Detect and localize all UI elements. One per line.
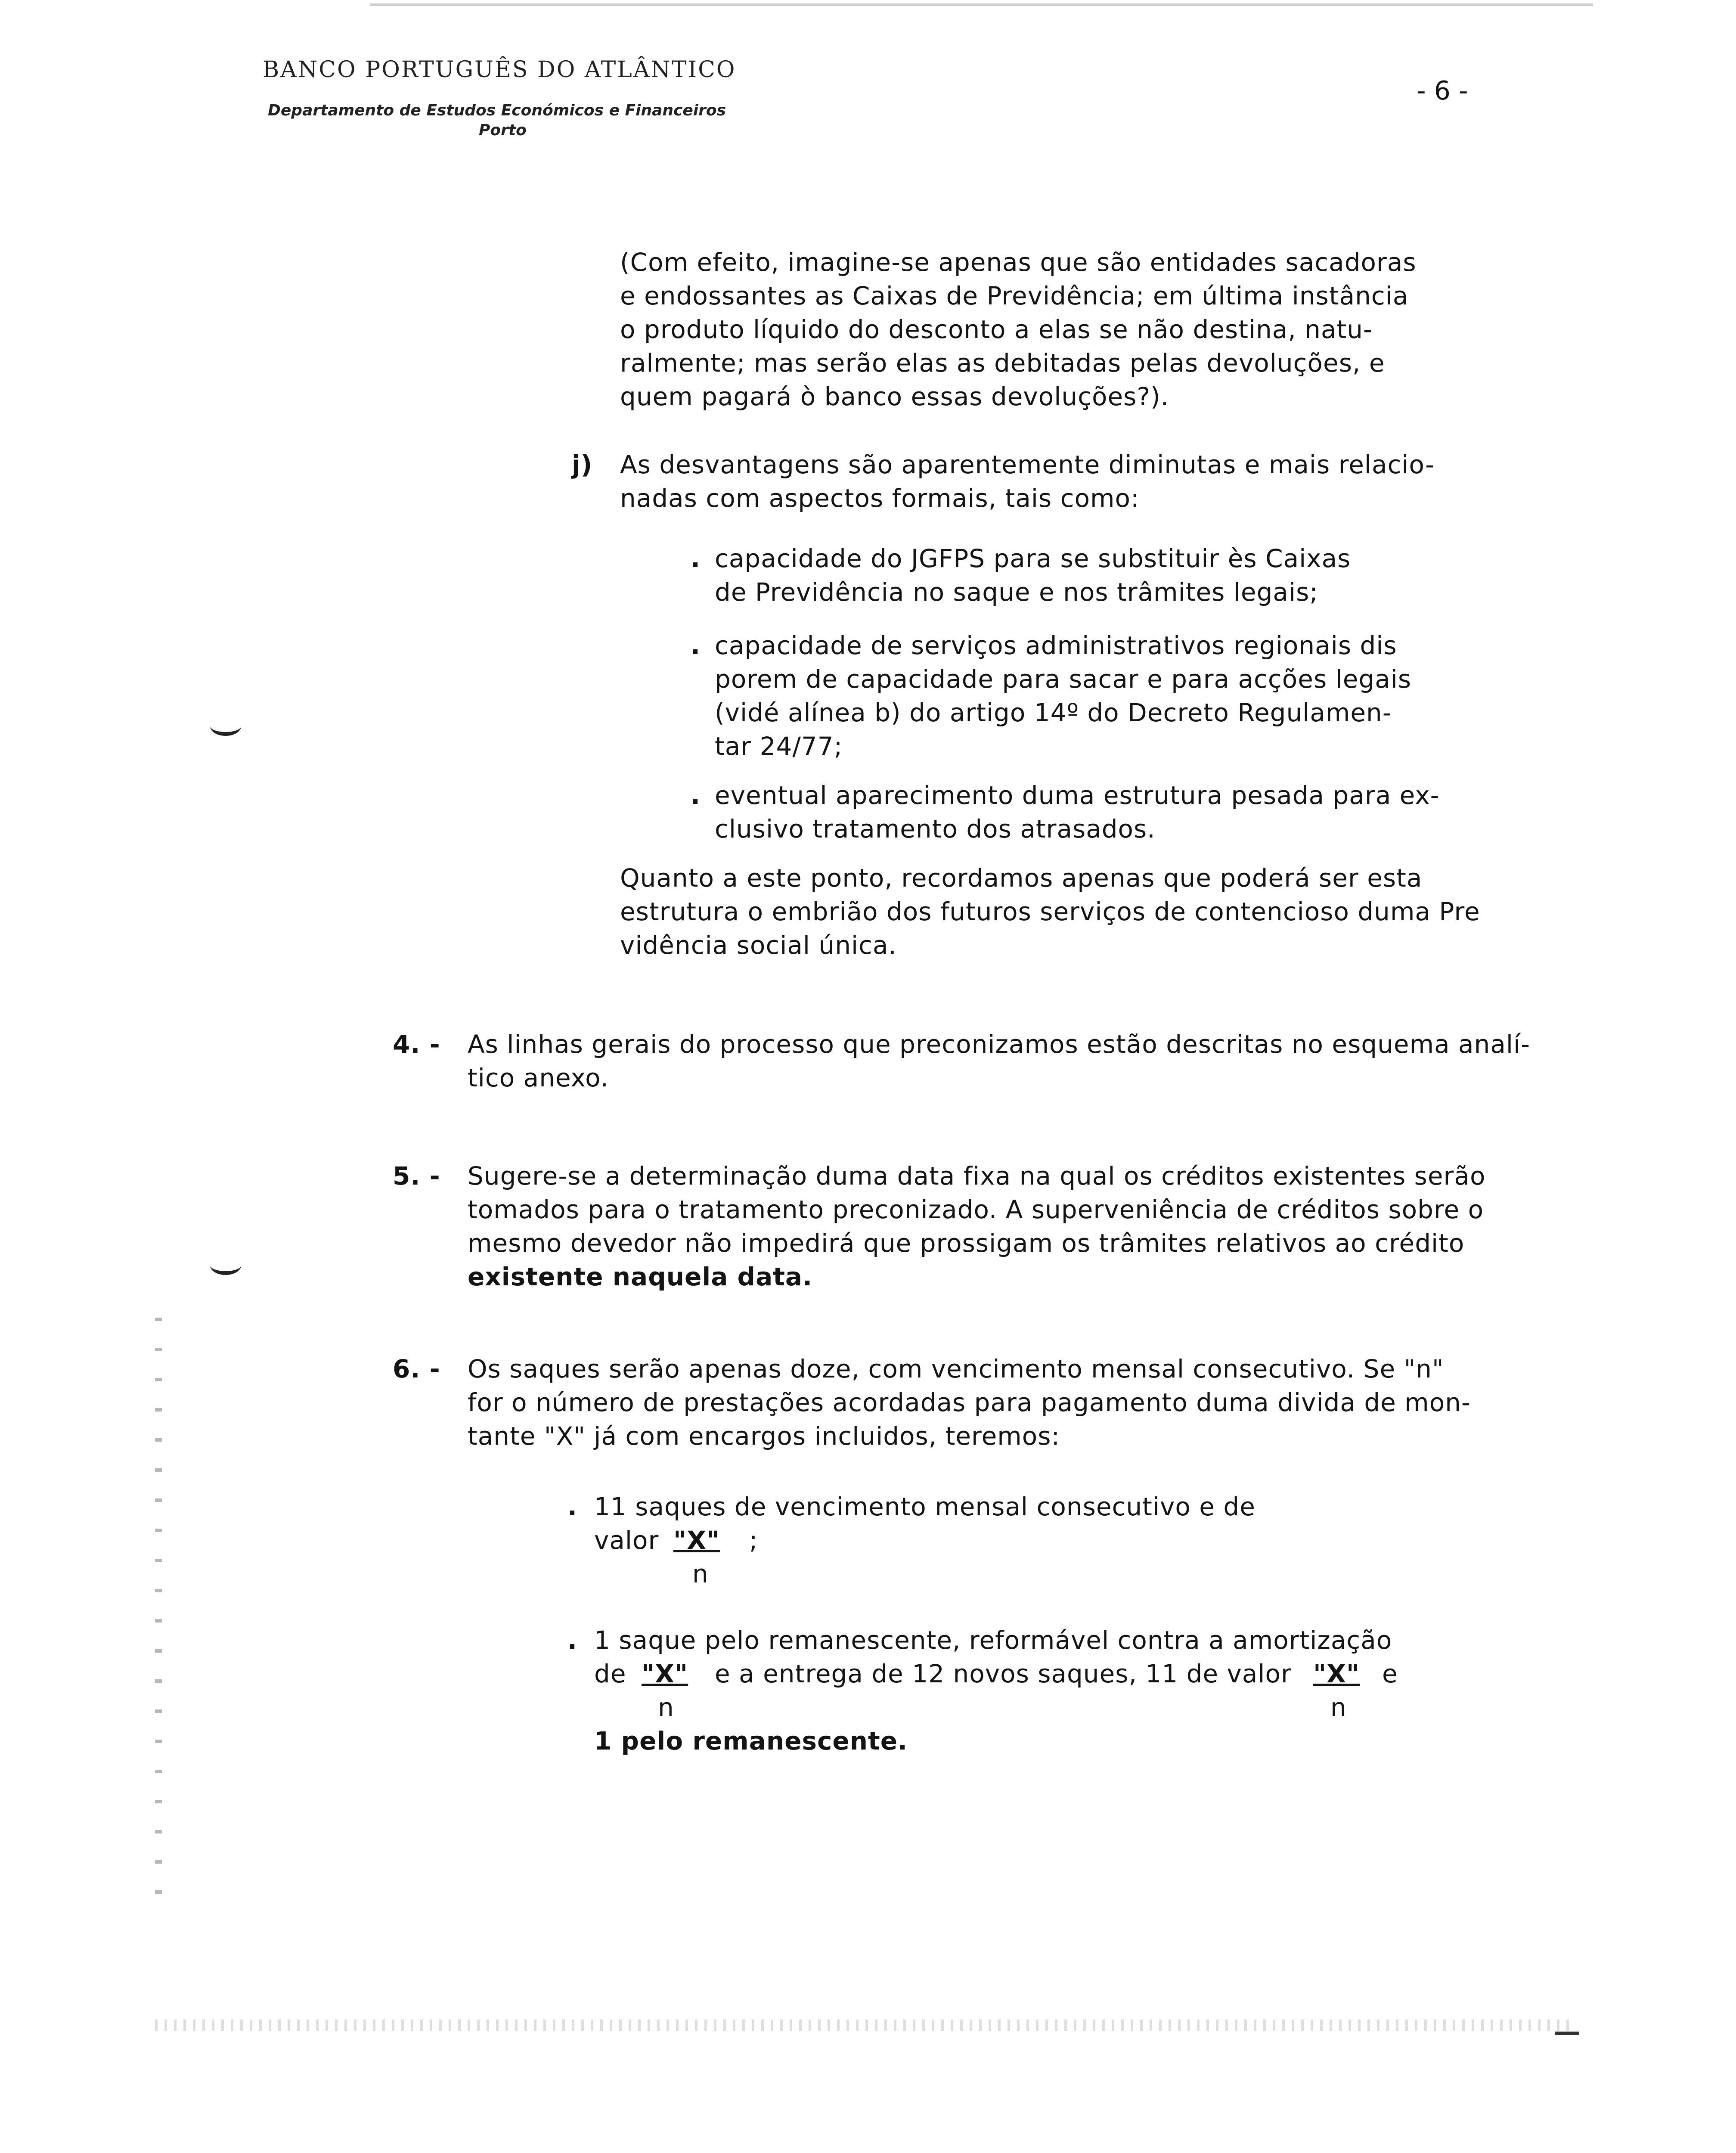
bank-name: BANCO PORTUGUÊS DO ATLÂNTICO xyxy=(263,57,736,83)
item-j-closing-line-2: estrutura o embrião dos futuros serviços de contencioso duma Pre xyxy=(620,897,1480,926)
intro-line-2: e endossantes as Caixas de Previdência; em última instância xyxy=(620,281,1409,310)
section-6-line-2: for o número de prestações acordadas para pagamento duma divida de mon- xyxy=(468,1388,1471,1417)
intro-line-4: ralmente; mas serão elas as debitadas pelas devoluções, e xyxy=(620,348,1385,378)
top-rule xyxy=(370,3,1593,6)
s6-bullet-1-line-1: 11 saques de vencimento mensal consecutivo e de xyxy=(594,1492,1256,1521)
fraction-denominator: n xyxy=(692,1559,709,1588)
scan-mark xyxy=(1555,2032,1579,2035)
fraction-denominator: n xyxy=(1330,1693,1347,1722)
bullet-3-line-2: clusivo tratamento dos atrasados. xyxy=(715,814,1156,844)
punch-hole-mark xyxy=(210,1256,241,1275)
bullet-mark: . xyxy=(567,1492,578,1521)
city-name: Porto xyxy=(479,121,527,139)
section-6-line-1: Os saques serão apenas doze, com vencimento mensal consecutivo. Se "n" xyxy=(468,1354,1444,1384)
item-j-marker: j) xyxy=(572,450,593,479)
s6-bullet-2-suffix: e xyxy=(1382,1659,1398,1688)
item-j-closing-line-1: Quanto a este ponto, recordamos apenas que poderá ser esta xyxy=(620,863,1423,893)
section-5-line-3: mesmo devedor não impedirá que prossigam os trâmites relativos ao crédito xyxy=(468,1229,1465,1258)
item-j-line-2: nadas com aspectos formais, tais como: xyxy=(620,484,1140,513)
section-4-line-1: As linhas gerais do processo que preconizamos estão descritas no esquema analí- xyxy=(468,1030,1531,1059)
s6-bullet-2-line-1: 1 saque pelo remanescente, reformável contra a amortização xyxy=(594,1626,1392,1655)
section-6-line-3: tante "X" já com encargos incluidos, teremos: xyxy=(468,1421,1060,1451)
fraction-numerator: "X" xyxy=(1313,1659,1360,1688)
bullet-1-line-2: de Previdência no saque e nos trâmites legais; xyxy=(715,577,1318,607)
bullet-2-line-1: capacidade de serviços administrativos regionais dis xyxy=(715,631,1397,660)
bullet-mark: . xyxy=(567,1626,578,1655)
bullet-2-line-3: (vidé alínea b) do artigo 14º do Decreto Regulamen- xyxy=(715,698,1392,727)
bullet-mark: . xyxy=(691,781,701,810)
punch-hole-mark xyxy=(210,717,241,736)
section-5-line-2: tomados para o tratamento preconizado. A superveniência de créditos sobre o xyxy=(468,1195,1484,1224)
bullet-mark: . xyxy=(691,544,701,573)
margin-dots xyxy=(155,1318,162,1903)
section-6-number: 6. - xyxy=(393,1354,440,1384)
bullet-1-line-1: capacidade do JGFPS para se substituir ès Caixas xyxy=(715,544,1351,573)
section-5-line-4: existente naquela data. xyxy=(468,1262,813,1291)
s6-bullet-2-de: de xyxy=(594,1659,626,1688)
page-number: - 6 - xyxy=(1417,76,1468,106)
intro-line-1: (Com efeito, imagine-se apenas que são entidades sacadoras xyxy=(620,248,1417,277)
department-name: Departamento de Estudos Económicos e Financeiros xyxy=(268,102,726,119)
intro-line-3: o produto líquido do desconto a elas se não destina, natu- xyxy=(620,315,1373,344)
section-5-line-1: Sugere-se a determinação duma data fixa na qual os créditos existentes serão xyxy=(468,1161,1486,1191)
section-4-line-2: tico anexo. xyxy=(468,1063,609,1092)
fraction-denominator: n xyxy=(658,1693,674,1722)
s6-bullet-1-suffix: ; xyxy=(749,1526,758,1555)
bullet-3-line-1: eventual aparecimento duma estrutura pesada para ex- xyxy=(715,781,1440,810)
bullet-2-line-2: porem de capacidade para sacar e para acções legais xyxy=(715,664,1412,694)
s6-bullet-2-line-3: 1 pelo remanescente. xyxy=(594,1726,908,1756)
scan-smudge xyxy=(155,2020,1576,2031)
bullet-2-line-4: tar 24/77; xyxy=(715,732,843,761)
fraction-numerator: "X" xyxy=(673,1526,720,1555)
s6-bullet-1-valor: valor xyxy=(594,1526,659,1555)
fraction-numerator: "X" xyxy=(642,1659,688,1688)
section-5-number: 5. - xyxy=(393,1161,440,1191)
s6-bullet-2-middle: e a entrega de 12 novos saques, 11 de valor xyxy=(715,1659,1292,1688)
section-4-number: 4. - xyxy=(393,1030,440,1059)
intro-line-5: quem pagará ò banco essas devoluções?). xyxy=(620,382,1169,411)
bullet-mark: . xyxy=(691,631,701,660)
item-j-closing-line-3: vidência social única. xyxy=(620,931,897,960)
item-j-line-1: As desvantagens são aparentemente diminutas e mais relacio- xyxy=(620,450,1435,479)
